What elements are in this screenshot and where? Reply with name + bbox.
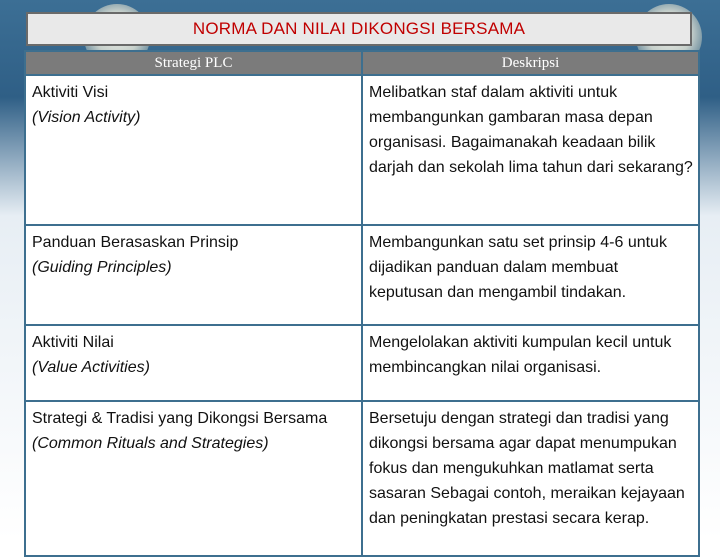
slide-title: NORMA DAN NILAI DIKONGSI BERSAMA: [192, 19, 526, 38]
strategy-cell: [25, 401, 362, 556]
strategy-english: (Guiding Principles): [32, 259, 172, 276]
strategy-table-container: [24, 50, 700, 536]
description-cell: Membangunkan satu set prinsip 4-6 untuk dijadikan panduan dalam membuat keputusan dan mengambil tindakan.: [362, 225, 699, 325]
strategy-table: [24, 50, 700, 557]
header-strategy: Strategi PLC: [25, 51, 362, 75]
strategy-cell: [25, 325, 362, 401]
strategy-name: Panduan Berasaskan Prinsip: [32, 234, 239, 251]
table-header-row: [25, 51, 699, 75]
header-description: Deskripsi: [362, 51, 699, 75]
strategy-name: Aktiviti Visi: [32, 84, 109, 101]
strategy-english: (Vision Activity): [32, 109, 141, 126]
table-row: [25, 75, 699, 225]
strategy-english: (Value Activities): [32, 359, 150, 376]
description-cell: Melibatkan staf dalam aktiviti untuk membangunkan gambaran masa depan organisasi. Bagaimanakah keadaan bilik darjah dan sekolah lima tahun dari sekarang?: [362, 75, 699, 225]
strategy-english: (Common Rituals and Strategies): [32, 435, 269, 452]
strategy-cell: [25, 75, 362, 225]
table-row: [25, 225, 699, 325]
strategy-name: Strategi & Tradisi yang Dikongsi Bersama: [32, 410, 328, 427]
title-bar: [26, 12, 692, 46]
table-row: [25, 401, 699, 556]
description-cell: Mengelolakan aktiviti kumpulan kecil untuk membincangkan nilai organisasi.: [362, 325, 699, 401]
strategy-cell: [25, 225, 362, 325]
strategy-name: Aktiviti Nilai: [32, 334, 114, 351]
description-cell: Bersetuju dengan strategi dan tradisi yang dikongsi bersama agar dapat menumpukan fokus dan mengukuhkan matlamat serta sasaran Sebagai contoh, meraikan kejayaan dan peningkatan prestasi secara kerap.: [362, 401, 699, 556]
table-row: [25, 325, 699, 401]
